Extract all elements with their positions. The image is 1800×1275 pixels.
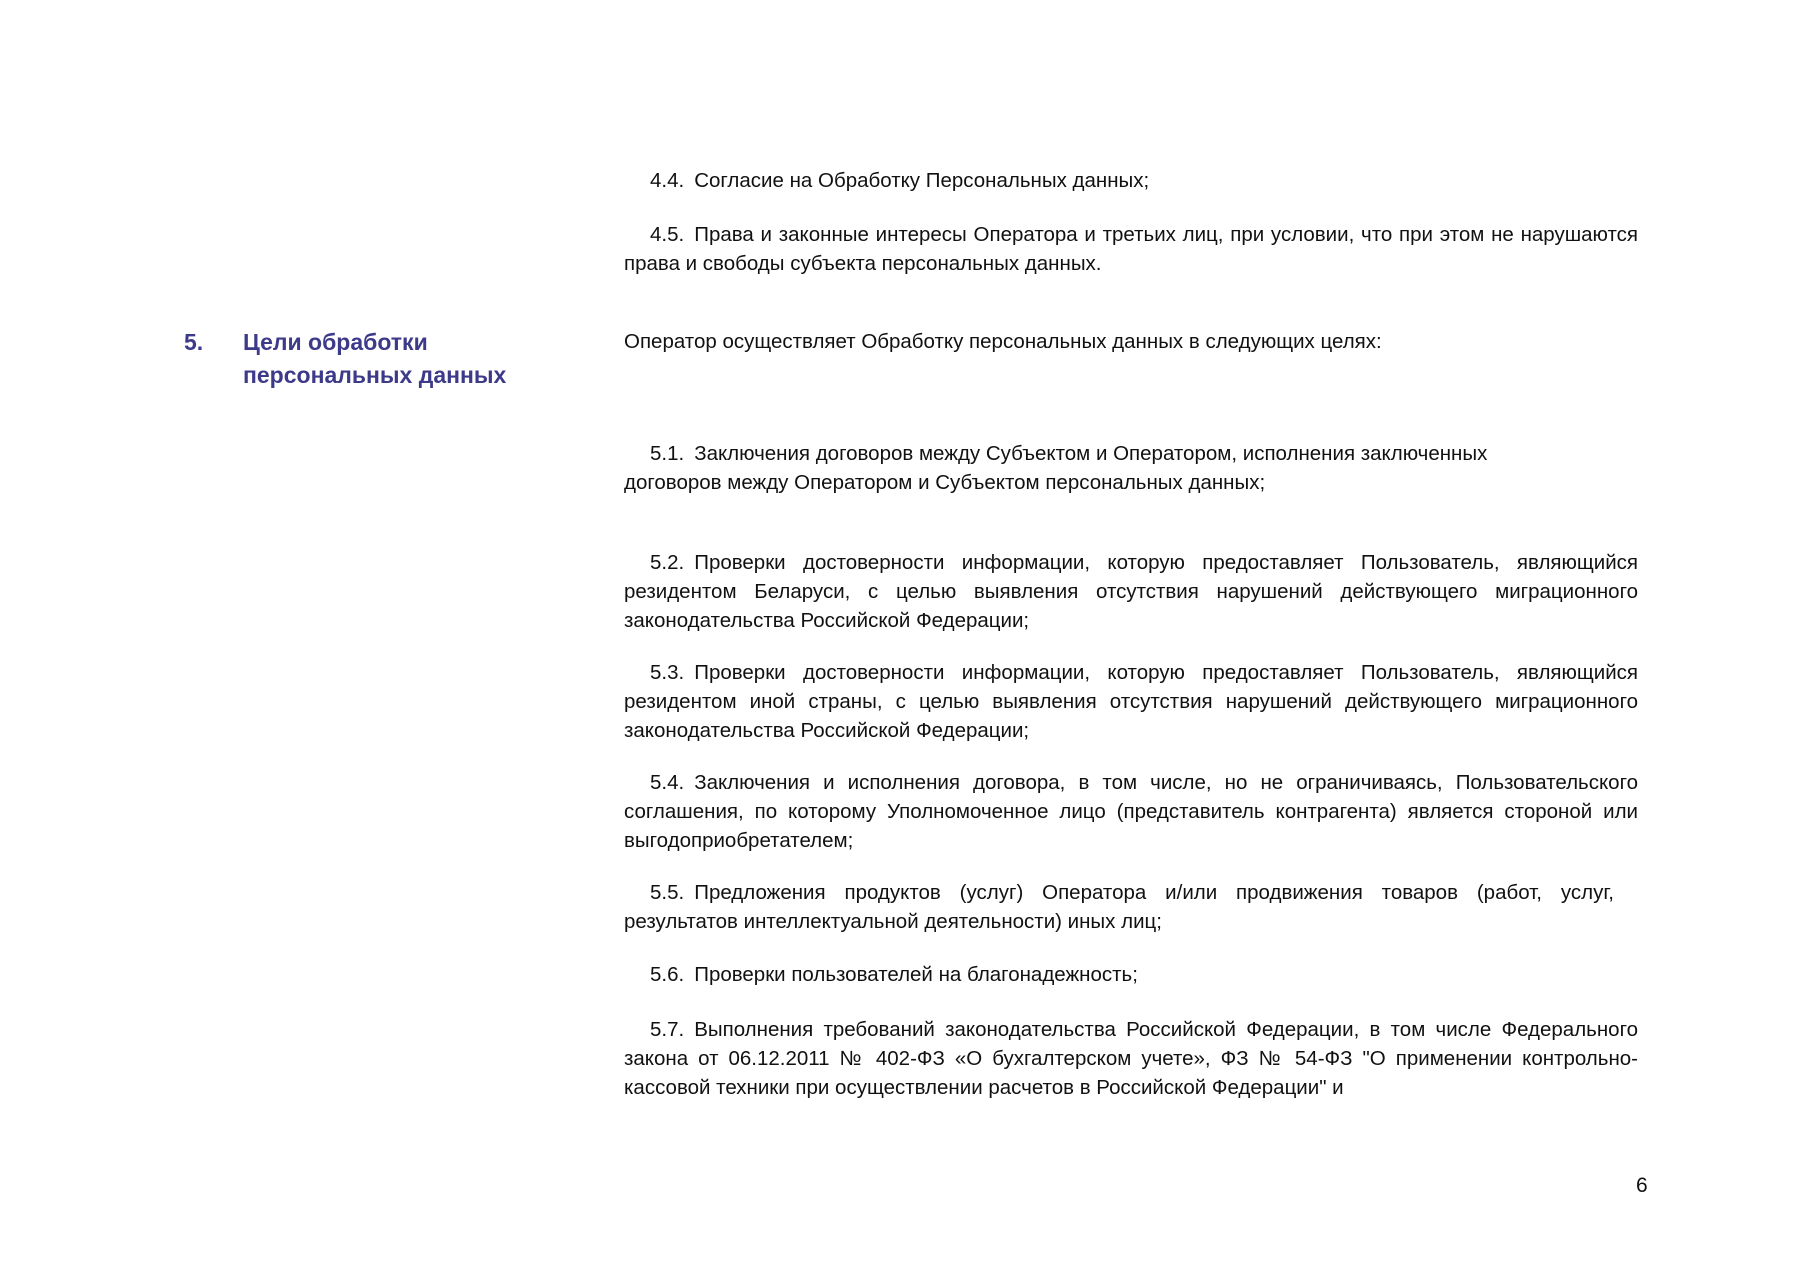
paragraph-5-7 — [624, 1015, 1638, 1102]
paragraph-number: 5.3. — [650, 661, 685, 684]
paragraph-text: Проверки пользователей на благонадежность; — [694, 963, 1138, 986]
paragraph-number: 5.2. — [650, 551, 685, 574]
paragraph-number: 5.6. — [650, 963, 685, 986]
paragraph-4-4 — [624, 166, 1638, 195]
paragraph-5-5 — [624, 878, 1614, 936]
paragraph-5-1 — [624, 439, 1544, 497]
paragraph-number: 5.5. — [650, 881, 685, 904]
section-title: Цели обработки персональных данных — [243, 329, 507, 388]
paragraph-number: 5.1. — [650, 442, 685, 465]
paragraph-5-2 — [624, 548, 1638, 635]
section-number: 5. — [184, 329, 204, 355]
paragraph-5-4 — [624, 768, 1638, 855]
paragraph-number: 4.5. — [650, 223, 685, 246]
page-number: 6 — [1636, 1174, 1648, 1197]
paragraph-text: Выполнения требований законодательства Российской Федерации, в том числе Федерального закона от 06.12.2011 № 402-ФЗ «О бухгалтерском учете», ФЗ № 54-ФЗ "О применении контрольно-кассовой техники при осуществлении расчетов в Российской Федерации" и — [624, 1018, 1638, 1099]
paragraph-5-6 — [624, 960, 1638, 989]
paragraph-4-5 — [624, 220, 1638, 278]
paragraph-text: Согласие на Обработку Персональных данных; — [694, 169, 1150, 192]
section-intro — [624, 327, 1638, 356]
paragraph-text: Проверки достоверности информации, которую предоставляет Пользователь, являющийся резидентом иной страны, с целью выявления отсутствия нарушений действующего миграционного законодательства Российской Федерации; — [624, 661, 1638, 742]
paragraph-text: Заключения договоров между Субъектом и Оператором, исполнения заключенных договоров между Оператором и Субъектом персональных данных; — [624, 442, 1488, 494]
paragraph-number: 5.7. — [650, 1018, 685, 1041]
paragraph-text: Проверки достоверности информации, которую предоставляет Пользователь, являющийся резидентом Беларуси, с целью выявления отсутствия нарушений действующего миграционного законодательства Российской Федерации; — [624, 551, 1638, 632]
paragraph-text: Оператор осуществляет Обработку персональных данных в следующих целях: — [624, 330, 1382, 353]
paragraph-number: 5.4. — [650, 771, 685, 794]
paragraph-5-3 — [624, 658, 1638, 745]
paragraph-text: Предложения продуктов (услуг) Оператора и/или продвижения товаров (работ, услуг, результатов интеллектуальной деятельности) иных лиц; — [624, 881, 1614, 933]
paragraph-number: 4.4. — [650, 169, 685, 192]
paragraph-text: Права и законные интересы Оператора и третьих лиц, при условии, что при этом не нарушаются права и свободы субъекта персональных данных. — [624, 223, 1638, 275]
paragraph-text: Заключения и исполнения договора, в том числе, но не ограничиваясь, Пользовательского соглашения, по которому Уполномоченное лицо (представитель контрагента) является стороной или выгодоприобретателем; — [624, 771, 1638, 852]
